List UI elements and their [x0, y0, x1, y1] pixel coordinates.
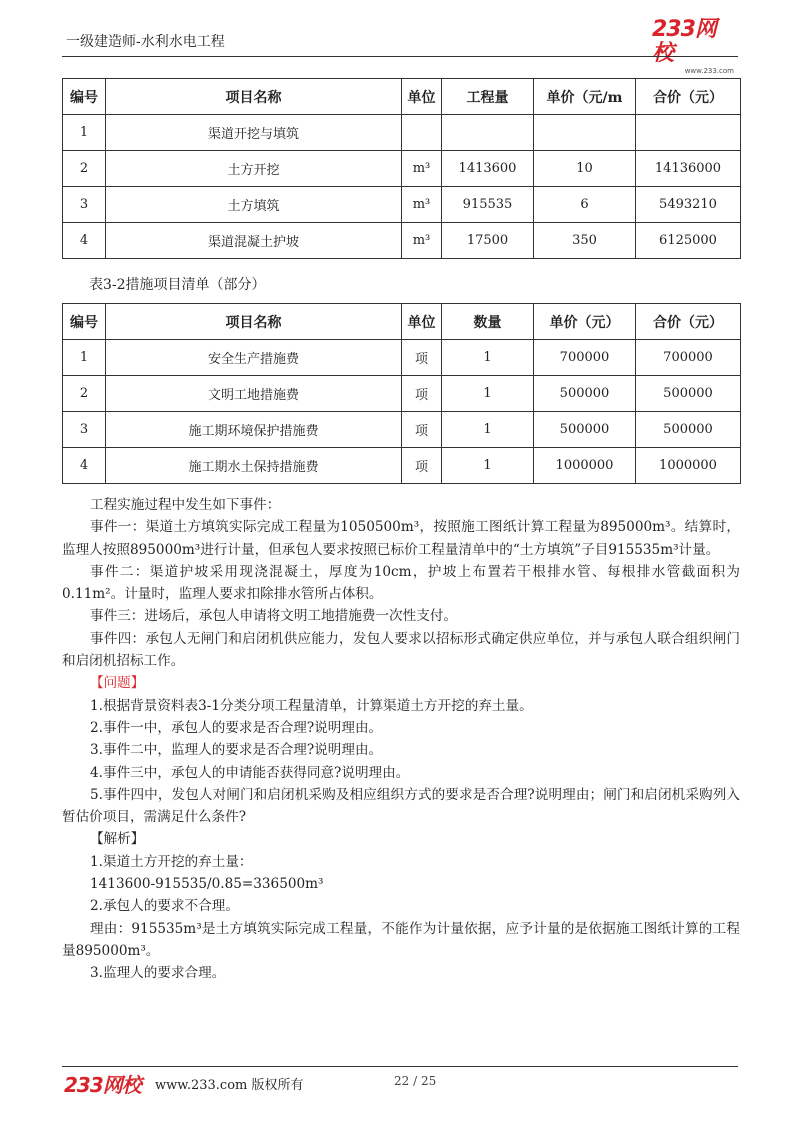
- header-cell: 单价（元）: [534, 304, 636, 340]
- table-cell: 14136000: [636, 151, 741, 187]
- header-cell: 工程量: [442, 79, 534, 115]
- table-cell: [534, 115, 636, 151]
- header-divider: [62, 56, 738, 57]
- table-row: [63, 223, 741, 259]
- table-cell: 915535: [442, 187, 534, 223]
- header-cell: 项目名称: [106, 304, 402, 340]
- question-item: 2.事件一中，承包人的要求是否合理?说明理由。: [90, 719, 383, 736]
- table-cell: 6: [534, 187, 636, 223]
- table-row: [63, 115, 741, 151]
- answer-item: 2.承包人的要求不合理。: [90, 898, 239, 915]
- table-cell: 4: [63, 223, 106, 259]
- table-cell: 350: [534, 223, 636, 259]
- question-item: 3.事件二中，监理人的要求是否合理?说明理由。: [90, 742, 383, 759]
- table-row: [63, 151, 741, 187]
- table-cell: 2: [63, 376, 106, 412]
- table-cell: 施工期环境保护措施费: [106, 412, 402, 448]
- table-cell: [442, 115, 534, 151]
- table-cell: 1: [442, 376, 534, 412]
- table-cell: 文明工地措施费: [106, 376, 402, 412]
- header-cell: 合价（元）: [636, 304, 741, 340]
- table-cell: 3: [63, 412, 106, 448]
- table-cell: 500000: [534, 376, 636, 412]
- document-body: [62, 494, 740, 985]
- page-number: 22 / 25: [394, 1074, 437, 1088]
- table-cell: 1413600: [442, 151, 534, 187]
- answer-item: 1.渠道土方开挖的弃土量：: [90, 853, 253, 870]
- footer-logo: 233网校: [64, 1073, 141, 1097]
- header-cell: 合价（元）: [636, 79, 741, 115]
- table-cell: m³: [402, 187, 442, 223]
- footer-divider: [62, 1066, 738, 1067]
- table-cell: 4: [63, 448, 106, 484]
- table-cell: 6125000: [636, 223, 741, 259]
- table-cell: 3: [63, 187, 106, 223]
- table-cell: 1: [442, 448, 534, 484]
- table-cell: 17500: [442, 223, 534, 259]
- work-items-table: [62, 78, 741, 259]
- table-cell: m³: [402, 223, 442, 259]
- intro-paragraph: 工程实施过程中发生如下事件：: [90, 497, 281, 513]
- table-row: [63, 448, 741, 484]
- document-header-title: 一级建造师-水利水电工程: [66, 34, 225, 50]
- table-header-row: [63, 79, 741, 115]
- table-cell: 700000: [534, 340, 636, 376]
- header-cell: 单位: [402, 304, 442, 340]
- event-paragraph: 事件二：渠道护坡采用现浇混凝土，厚度为10cm，护坡上布置若干根排水管、每根排水管截面积为0.11m²。计量时，监理人要求扣除排水管所占体积。: [62, 563, 740, 603]
- brand-logo-text: 233网校: [652, 17, 716, 66]
- table-row: [63, 376, 741, 412]
- header-cell: 编号: [63, 79, 106, 115]
- answer-reason: 理由：915535m³是土方填筑实际完成工程量，不能作为计量依据，应予计量的是依据施工图纸计算的工程量895000m³。: [62, 920, 740, 959]
- table-cell: 500000: [636, 376, 741, 412]
- table-cell: m³: [402, 151, 442, 187]
- header-cell: 数量: [442, 304, 534, 340]
- answer-item: 3.监理人的要求合理。: [90, 965, 226, 982]
- event-paragraph: 事件一：渠道土方填筑实际完成工程量为1050500m³，按照施工图纸计算工程量为895000m³。结算时，监理人按照895000m³进行计量，但承包人要求按照已标价工程量清单中的“土方填筑”子目915535m³计量。: [62, 519, 740, 558]
- footer-copyright: www.233.com 版权所有: [155, 1078, 304, 1093]
- header-cell: 编号: [63, 304, 106, 340]
- event-paragraph: 事件三：进场后，承包人申请将文明工地措施费一次性支付。: [90, 608, 458, 625]
- header-cell: 单位: [402, 79, 442, 115]
- questions-heading: 【问题】: [90, 675, 145, 692]
- table-cell: 1000000: [534, 448, 636, 484]
- table-row: [63, 187, 741, 223]
- table-cell: 5493210: [636, 187, 741, 223]
- table-cell: 1000000: [636, 448, 741, 484]
- question-item: 1.根据背景资料表3-1分类分项工程量清单，计算渠道土方开挖的弃土量。: [90, 697, 533, 714]
- table-row: [63, 412, 741, 448]
- table-header-row: [63, 304, 741, 340]
- table-cell: 项: [402, 412, 442, 448]
- table-cell: 渠道开挖与填筑: [106, 115, 402, 151]
- table-cell: 1: [442, 340, 534, 376]
- table-caption: 表3-2措施项目清单（部分）: [89, 277, 266, 293]
- measures-table: [62, 303, 741, 484]
- table-cell: 1: [63, 115, 106, 151]
- table-cell: 500000: [534, 412, 636, 448]
- table-cell: [636, 115, 741, 151]
- analysis-heading: 【解析】: [90, 831, 145, 848]
- answer-calculation: 1413600-915535/0.85=336500m³: [90, 876, 324, 893]
- table-cell: 500000: [636, 412, 741, 448]
- table-cell: 1: [442, 412, 534, 448]
- table-row: [63, 340, 741, 376]
- question-item: 4.事件三中，承包人的申请能否获得同意?说明理由。: [90, 764, 410, 781]
- table-cell: 项: [402, 448, 442, 484]
- table-cell: [402, 115, 442, 151]
- table-cell: 土方开挖: [106, 151, 402, 187]
- table-cell: 2: [63, 151, 106, 187]
- table-cell: 10: [534, 151, 636, 187]
- table-cell: 施工期水土保持措施费: [106, 448, 402, 484]
- event-paragraph: 事件四：承包人无闸门和启闭机供应能力，发包人要求以招标形式确定供应单位，并与承包人联合组织闸门和启闭机招标工作。: [62, 630, 740, 670]
- brand-logo: [652, 17, 734, 75]
- table-cell: 项: [402, 376, 442, 412]
- table-cell: 安全生产措施费: [106, 340, 402, 376]
- brand-logo-url: www.233.com: [684, 67, 734, 75]
- table-cell: 渠道混凝土护坡: [106, 223, 402, 259]
- question-item: 5.事件四中，发包人对闸门和启闭机采购及相应组织方式的要求是否合理?说明理由；闸门和启闭机采购列入暂估价项目，需满足什么条件?: [62, 786, 740, 826]
- table-cell: 项: [402, 340, 442, 376]
- header-cell: 单价（元/m: [534, 79, 636, 115]
- table-cell: 土方填筑: [106, 187, 402, 223]
- table-cell: 1: [63, 340, 106, 376]
- table-cell: 700000: [636, 340, 741, 376]
- header-cell: 项目名称: [106, 79, 402, 115]
